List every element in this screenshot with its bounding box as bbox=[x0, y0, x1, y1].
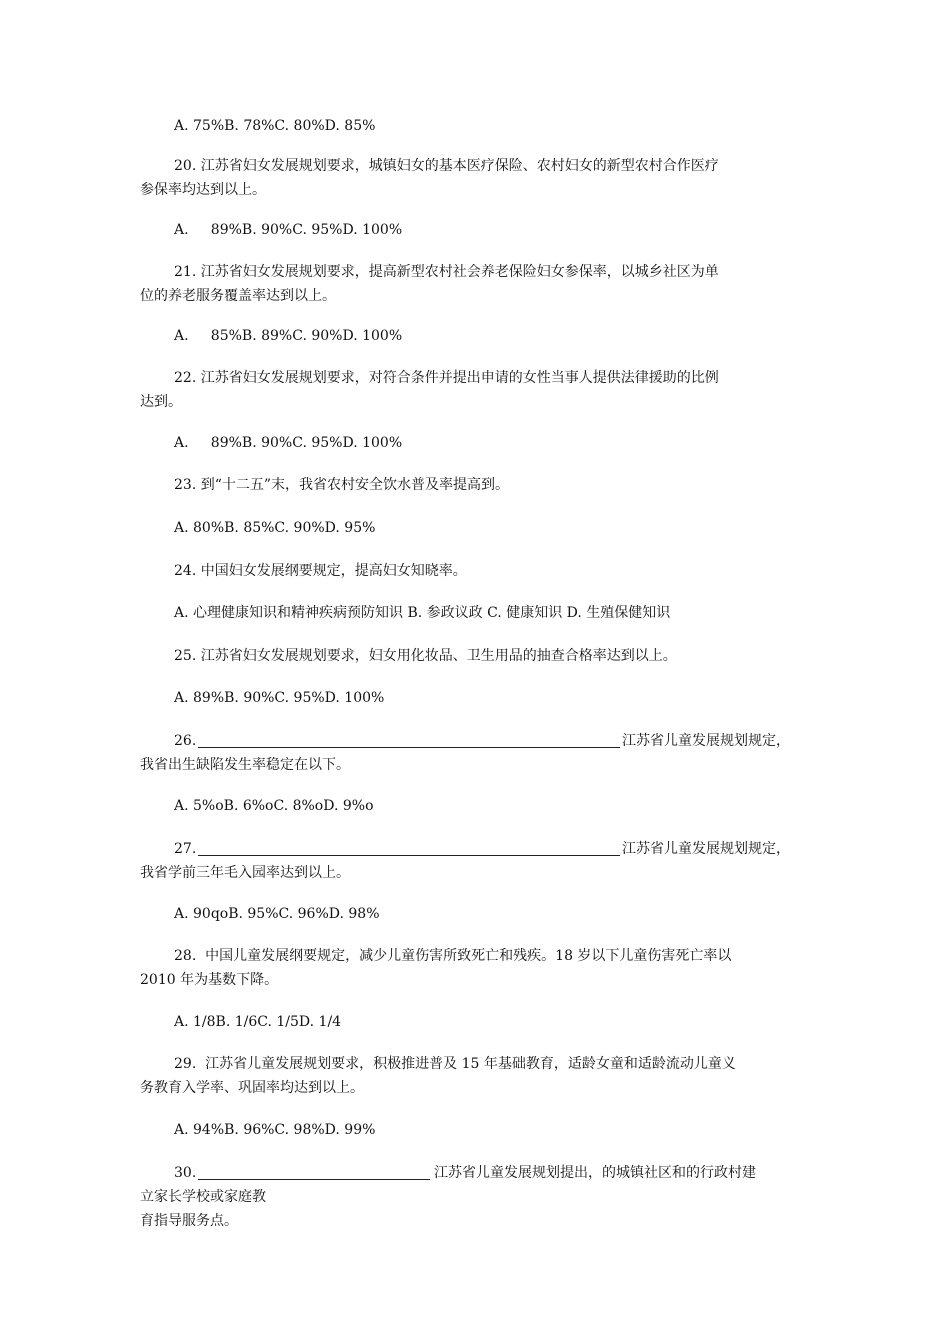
question-text: 28. 中国儿童发展纲要规定，减少儿童伤害所致死亡和残疾。18 岁以下儿童伤害死亡率以 bbox=[174, 948, 732, 964]
answer-options: A. 90qoB. 95%C. 96%D. 98% bbox=[174, 906, 380, 922]
question-text: 江苏省儿童发展规划规定， bbox=[622, 733, 790, 749]
question-number: 26. bbox=[174, 733, 197, 749]
answer-options: A. 1/8B. 1/6C. 1/5D. 1/4 bbox=[174, 1014, 342, 1030]
answer-options: A. 89%B. 90%C. 95%D. 100% bbox=[174, 222, 403, 238]
answer-options: A. 89%B. 90%C. 95%D. 100% bbox=[174, 435, 403, 451]
question-number: 30. bbox=[174, 1165, 197, 1181]
question-text-continued: 立家长学校或家庭教 bbox=[140, 1189, 266, 1205]
question-text: 25. 江苏省妇女发展规划要求，妇女用化妆品、卫生用品的抽查合格率达到以上。 bbox=[174, 648, 677, 664]
question-text: 江苏省儿童发展规划规定， bbox=[622, 841, 790, 857]
question-text: 23. 到“十二五”末，我省农村安全饮水普及率提高到。 bbox=[174, 477, 510, 493]
fill-in-blank bbox=[198, 747, 620, 748]
answer-options: A. 5%oB. 6%oC. 8%oD. 9%o bbox=[174, 798, 374, 814]
question-text-continued: 2010 年为基数下降。 bbox=[140, 972, 279, 988]
question-text: 20. 江苏省妇女发展规划要求，城镇妇女的基本医疗保险、农村妇女的新型农村合作医疗 bbox=[174, 158, 719, 174]
question-text: 22. 江苏省妇女发展规划要求，对符合条件并提出申请的女性当事人提供法律援助的比例 bbox=[174, 370, 719, 386]
question-text-continued: 务教育入学率、巩固率均达到以上。 bbox=[140, 1080, 364, 1096]
answer-options: A. 94%B. 96%C. 98%D. 99% bbox=[174, 1122, 376, 1138]
fill-in-blank bbox=[198, 855, 620, 856]
answer-options: A. 85%B. 89%C. 90%D. 100% bbox=[174, 328, 403, 344]
question-text: 24. 中国妇女发展纲要规定，提高妇女知晓率。 bbox=[174, 563, 467, 579]
question-text-continued: 育指导服务点。 bbox=[140, 1213, 238, 1229]
question-text: 21. 江苏省妇女发展规划要求，提高新型农村社会养老保险妇女参保率，以城乡社区为单 bbox=[174, 264, 719, 280]
answer-options: A. 心理健康知识和精神疾病预防知识 B. 参政议政 C. 健康知识 D. 生殖保健知识 bbox=[174, 605, 671, 621]
question-text: 29. 江苏省儿童发展规划要求，积极推进普及 15 年基础教育，适龄女童和适龄流动儿童义 bbox=[174, 1056, 736, 1072]
question-text: 江苏省儿童发展规划提出，的城镇社区和的行政村建 bbox=[434, 1165, 756, 1181]
question-number: 27. bbox=[174, 841, 197, 857]
question-text-continued: 达到。 bbox=[140, 394, 182, 410]
answer-options: A. 89%B. 90%C. 95%D. 100% bbox=[174, 690, 385, 706]
answer-options: A. 80%B. 85%C. 90%D. 95% bbox=[174, 520, 376, 536]
question-text-continued: 我省学前三年毛入园率达到以上。 bbox=[140, 865, 350, 881]
answer-options: A. 75%B. 78%C. 80%D. 85% bbox=[174, 118, 376, 134]
question-text-continued: 我省出生缺陷发生率稳定在以下。 bbox=[140, 757, 350, 773]
question-text-continued: 位的养老服务覆盖率达到以上。 bbox=[140, 288, 336, 304]
fill-in-blank bbox=[198, 1179, 430, 1180]
question-text-continued: 参保率均达到以上。 bbox=[140, 182, 266, 198]
